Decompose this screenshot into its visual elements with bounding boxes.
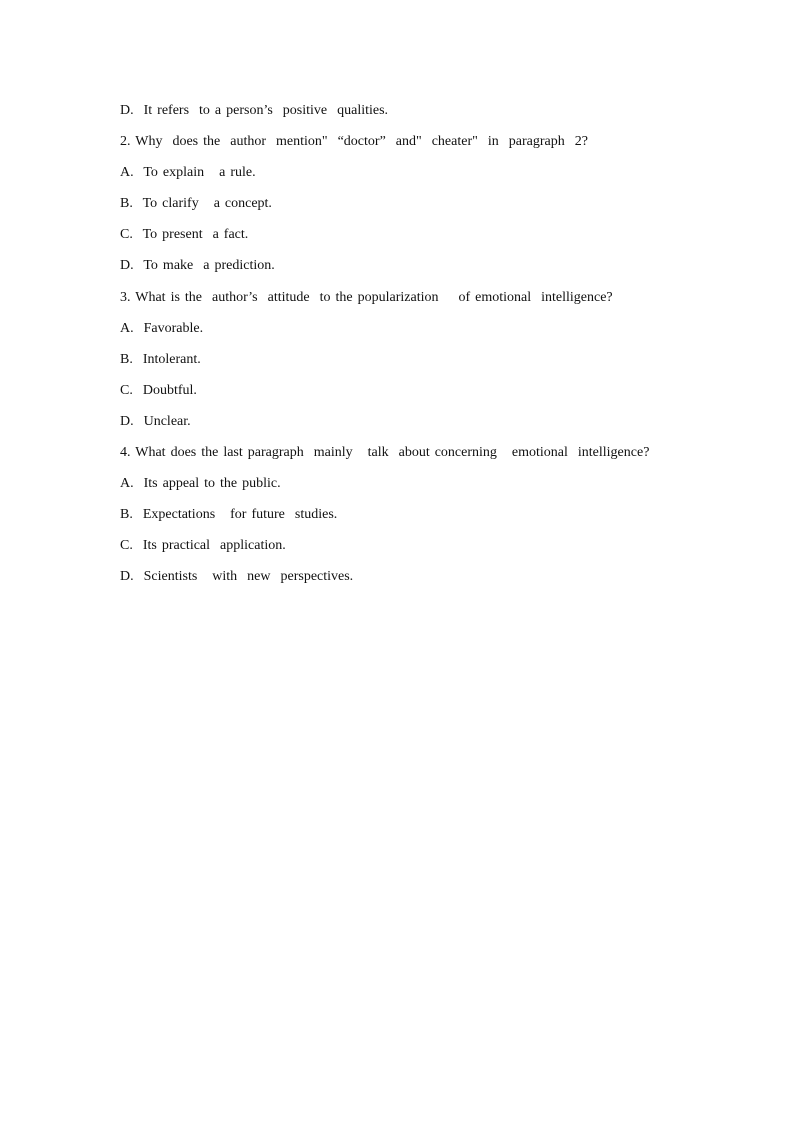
question-4: 4. What does the last paragraph mainly talk about concerning emotional intelligence?: [120, 445, 650, 461]
option-c-q4: C. Its practical application.: [120, 538, 286, 554]
question-2: 2. Why does the author mention" “doctor” and" cheater" in paragraph 2?: [120, 134, 588, 150]
option-a-q2: A. To explain a rule.: [120, 165, 256, 181]
option-b-q4: B. Expectations for future studies.: [120, 507, 338, 523]
option-b-q3: B. Intolerant.: [120, 351, 201, 367]
option-a-q4: A. Its appeal to the public.: [120, 476, 281, 492]
option-d-q4: D. Scientists with new perspectives.: [120, 569, 354, 585]
option-c-q2: C. To present a fact.: [120, 227, 249, 243]
document-body: [120, 101, 740, 599]
option-a-q3: A. Favorable.: [120, 320, 204, 336]
option-d-q3: D. Unclear.: [120, 413, 191, 429]
question-3: 3. What is the author’s attitude to the popularization of emotional intelligence?: [120, 289, 613, 305]
option-d-q2: D. To make a prediction.: [120, 258, 275, 274]
option-d-q1: D. It refers to a person’s positive qualities.: [120, 103, 389, 118]
option-b-q2: B. To clarify a concept.: [120, 196, 272, 212]
option-c-q3: C. Doubtful.: [120, 382, 197, 398]
